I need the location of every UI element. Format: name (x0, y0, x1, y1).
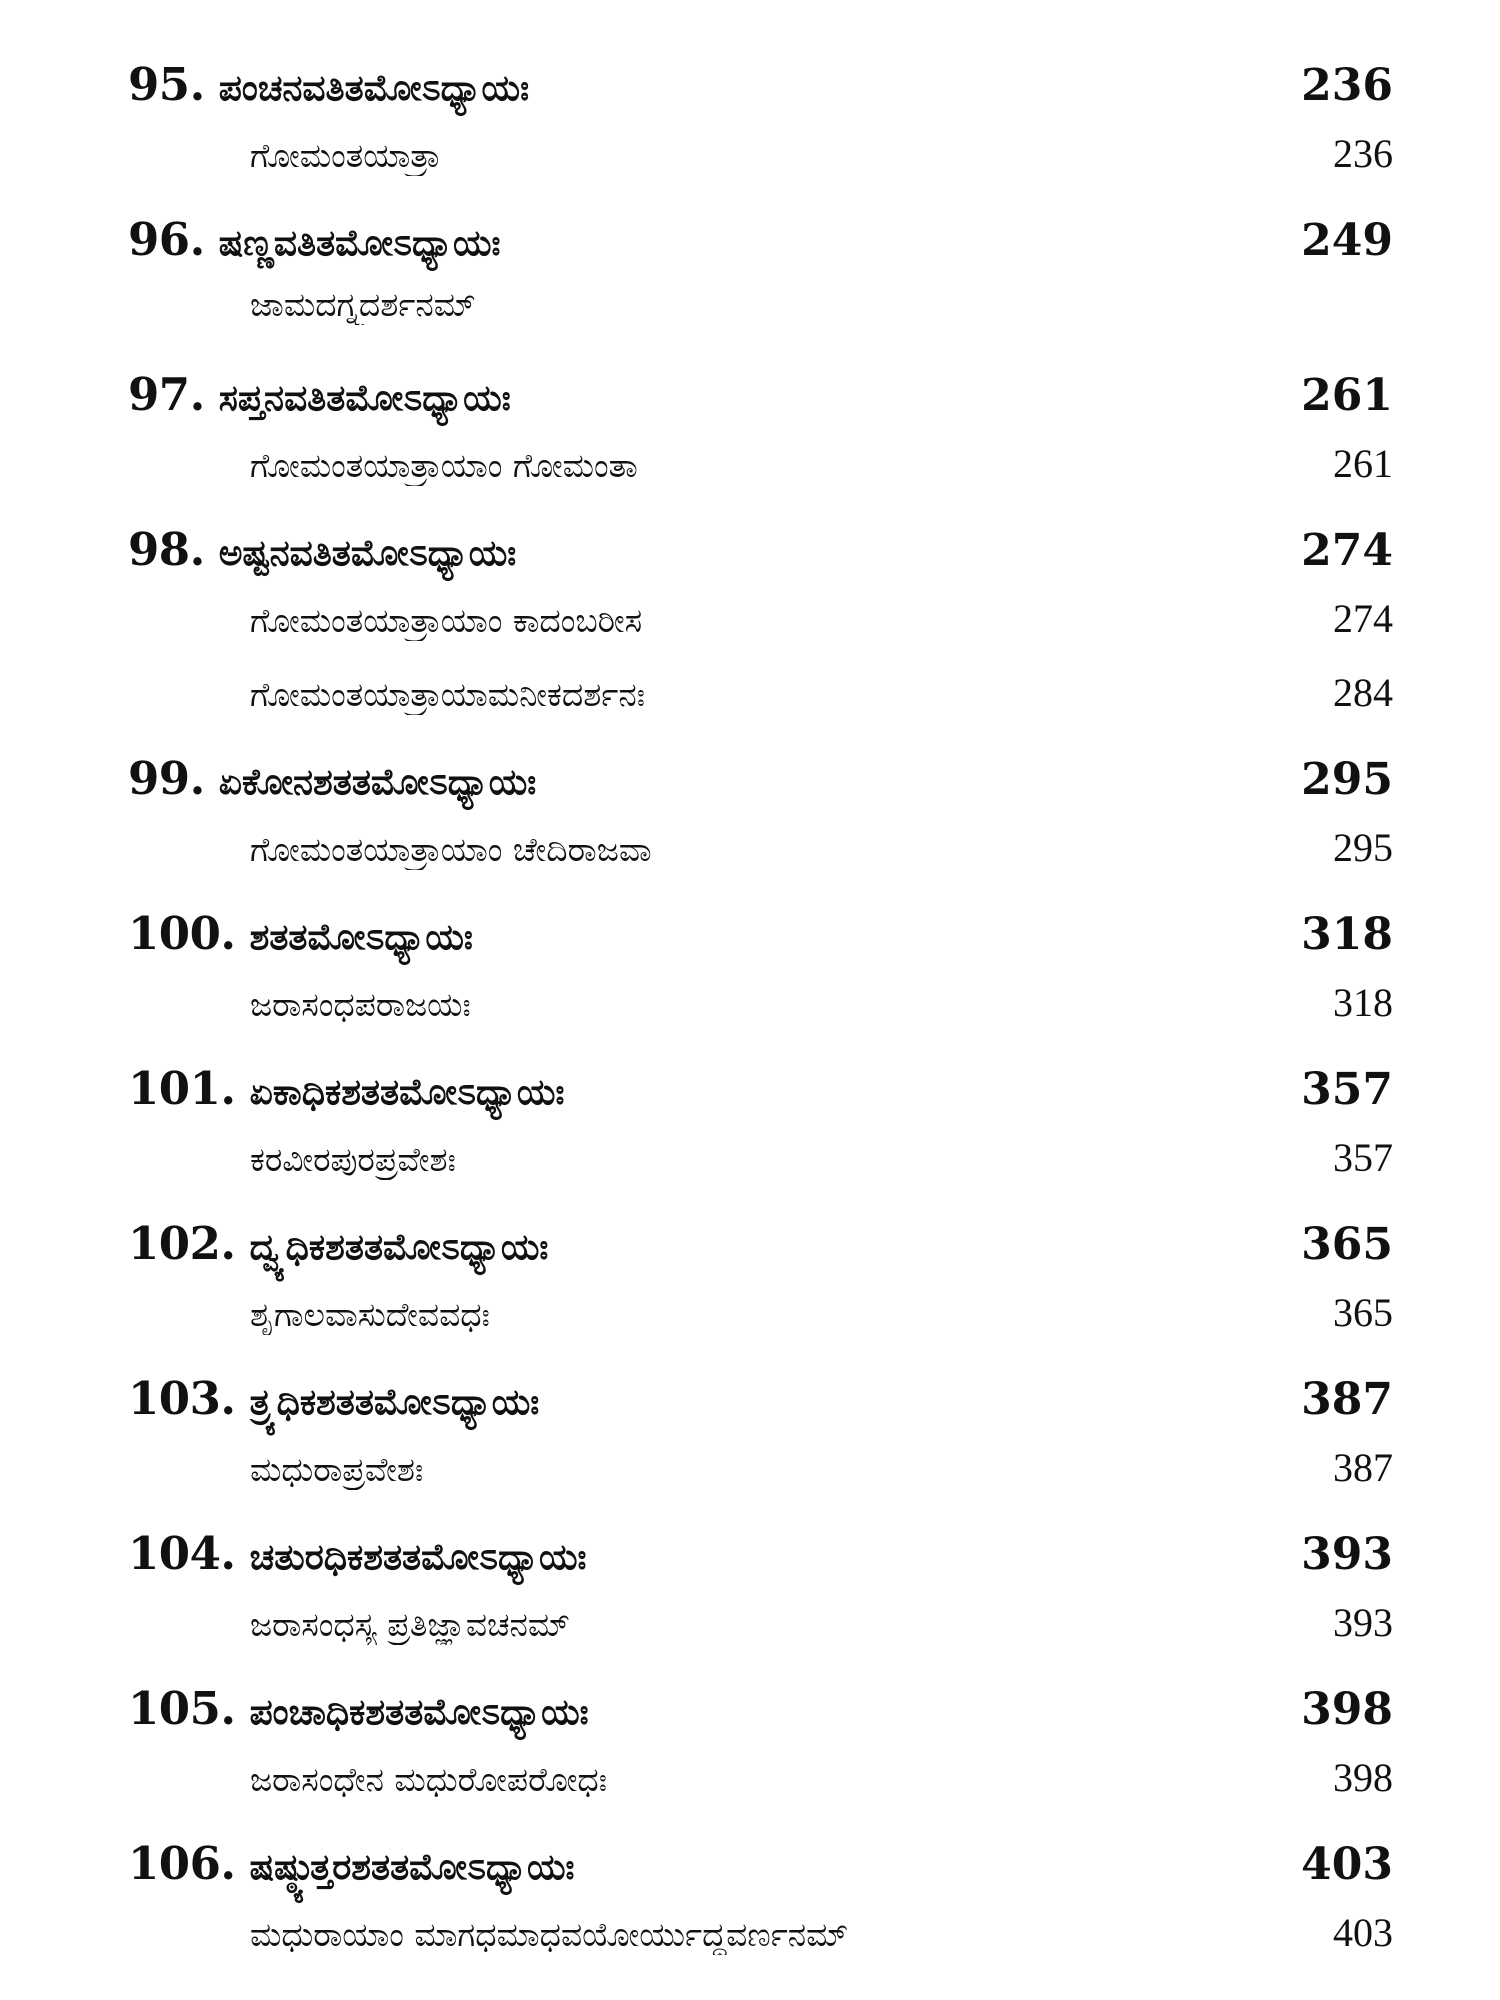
chapter-title: ಚತುರಧಿಕಶತತಮೋಽಧ್ಯಾಯಃ (249, 1537, 587, 1578)
section-row (128, 979, 1393, 1053)
chapter-title: ಅಷ್ಟನವತಿತಮೋಽಧ್ಯಾಯಃ (218, 533, 517, 574)
section-page-number: 284 (1333, 670, 1393, 715)
chapter-title: ಪಂಚಾಧಿಕಶತತಮೋಽಧ್ಯಾಯಃ (249, 1692, 589, 1733)
chapter-entry (128, 1062, 1393, 1208)
table-of-contents (128, 58, 1393, 1992)
chapter-heading-row (128, 213, 1393, 285)
section-page-number: 393 (1333, 1600, 1393, 1645)
chapter-heading (128, 752, 536, 805)
section-row (128, 440, 1393, 514)
chapter-heading (128, 1837, 575, 1890)
chapter-page-number: 295 (1301, 754, 1393, 805)
chapter-entry (128, 907, 1393, 1053)
chapter-heading (128, 1217, 548, 1270)
chapter-number: 104. (128, 1527, 236, 1580)
chapter-heading-row (128, 1837, 1393, 1909)
section-title: ಜರಾಸಂಧೇನ ಮಧುರೋಪರೋಧಃ (250, 1760, 607, 1799)
section-page-number: 365 (1333, 1290, 1393, 1335)
chapter-heading-row (128, 752, 1393, 824)
section-page-number: 295 (1333, 825, 1393, 870)
chapter-page-number: 357 (1301, 1064, 1393, 1115)
chapter-entry (128, 1372, 1393, 1518)
chapter-heading-row (128, 1682, 1393, 1754)
section-row (128, 130, 1393, 204)
chapter-page-number: 261 (1301, 370, 1393, 421)
section-row (128, 1444, 1393, 1518)
chapter-entry (128, 752, 1393, 898)
chapter-number: 100. (128, 907, 236, 960)
section-page-number: 261 (1333, 441, 1393, 486)
section-title: ಗೋಮಂತಯಾತ್ರಾಯಾಂ ಚೇದಿರಾಜವಾ (250, 830, 652, 869)
section-title: ಮಧುರಾಯಾಂ ಮಾಗಧಮಾಧವಯೋರ್ಯುದ್ಧವರ್ಣನಮ್ (250, 1915, 849, 1954)
chapter-page-number: 403 (1301, 1839, 1393, 1890)
chapter-heading-row (128, 1062, 1393, 1134)
section-title: ಜರಾಸಂಧಪರಾಜಯಃ (250, 985, 471, 1024)
section-title: ಜರಾಸಂಧಸ್ಯ ಪ್ರತಿಜ್ಞಾವಚನಮ್ (250, 1605, 570, 1644)
chapter-entry (128, 213, 1393, 359)
chapter-heading (128, 1062, 564, 1115)
chapter-heading-row (128, 523, 1393, 595)
chapter-number: 97. (128, 368, 205, 421)
chapter-page-number: 393 (1301, 1529, 1393, 1580)
chapter-number: 95. (128, 58, 205, 111)
chapter-entry (128, 1682, 1393, 1828)
chapter-number: 102. (128, 1217, 236, 1270)
section-title: ಗೋಮಂತಯಾತ್ರಾಯಾಂ ಕಾದಂಬರೀಸ (250, 601, 643, 640)
chapter-entry (128, 58, 1393, 204)
chapter-entry (128, 523, 1393, 743)
chapter-heading-row (128, 1217, 1393, 1289)
section-page-number: 318 (1333, 980, 1393, 1025)
chapter-title: ಪಂಚನವತಿತಮೋಽಧ್ಯಾಯಃ (218, 68, 530, 109)
chapter-page-number: 318 (1301, 909, 1393, 960)
section-row (128, 1134, 1393, 1208)
section-title: ಶೃಗಾಲವಾಸುದೇವವಧಃ (250, 1295, 490, 1334)
chapter-heading (128, 368, 511, 421)
section-page-number: 398 (1333, 1755, 1393, 1800)
chapter-heading-row (128, 58, 1393, 130)
chapter-heading-row (128, 1372, 1393, 1444)
chapter-heading-row (128, 368, 1393, 440)
section-page-number: 236 (1333, 131, 1393, 176)
section-row (128, 285, 1393, 359)
chapter-heading (128, 523, 516, 576)
chapter-number: 101. (128, 1062, 236, 1115)
chapter-page-number: 236 (1301, 60, 1393, 111)
chapter-title: ಶತತಮೋಽಧ್ಯಾಯಃ (249, 917, 473, 958)
section-row (128, 669, 1393, 743)
chapter-heading (128, 213, 501, 266)
chapter-heading (128, 1682, 589, 1735)
chapter-number: 106. (128, 1837, 236, 1890)
section-row (128, 1909, 1393, 1983)
chapter-page-number: 387 (1301, 1374, 1393, 1425)
chapter-number: 99. (128, 752, 205, 805)
section-title: ಮಧುರಾಪ್ರವೇಶಃ (250, 1450, 424, 1489)
chapter-heading (128, 907, 473, 960)
chapter-title: ಷಣ್ಣವತಿತಮೋಽಧ್ಯಾಯಃ (218, 223, 501, 264)
chapter-number: 98. (128, 523, 205, 576)
section-title: ಕರವೀರಪುರಪ್ರವೇಶಃ (250, 1140, 456, 1179)
chapter-page-number: 398 (1301, 1684, 1393, 1735)
chapter-page-number: 365 (1301, 1219, 1393, 1270)
section-page-number: 387 (1333, 1445, 1393, 1490)
chapter-entry (128, 368, 1393, 514)
chapter-entry (128, 1217, 1393, 1363)
section-page-number: 403 (1333, 1910, 1393, 1955)
chapter-number: 105. (128, 1682, 236, 1735)
section-title: ಗೋಮಂತಯಾತ್ರಾ (250, 136, 441, 175)
section-row (128, 1289, 1393, 1363)
chapter-heading (128, 1372, 539, 1425)
chapter-title: ಸಪ್ತನವತಿತಮೋಽಧ್ಯಾಯಃ (218, 378, 511, 419)
chapter-heading-row (128, 1527, 1393, 1599)
section-row (128, 824, 1393, 898)
section-page-number: 274 (1333, 596, 1393, 641)
section-row (128, 1754, 1393, 1828)
chapter-heading-row (128, 907, 1393, 979)
section-title: ಜಾಮದಗ್ನ್ಯದರ್ಶನಮ್ (250, 285, 476, 324)
chapter-entry (128, 1837, 1393, 1983)
chapter-entry (128, 1527, 1393, 1673)
section-title: ಗೋಮಂತಯಾತ್ರಾಯಾಂ ಗೋಮಂತಾ (250, 446, 638, 485)
chapter-page-number: 274 (1301, 525, 1393, 576)
section-page-number: 357 (1333, 1135, 1393, 1180)
chapter-title: ಏಕಾಧಿಕಶತತಮೋಽಧ್ಯಾಯಃ (249, 1072, 565, 1113)
chapter-page-number: 249 (1301, 215, 1393, 266)
chapter-heading (128, 1527, 586, 1580)
chapter-number: 103. (128, 1372, 236, 1425)
chapter-title: ದ್ವ್ಯಧಿಕಶತತಮೋಽಧ್ಯಾಯಃ (249, 1227, 549, 1268)
chapter-number: 96. (128, 213, 205, 266)
chapter-title: ಷಷ್ಠ್ಯುತ್ತರಶತತಮೋಽಧ್ಯಾಯಃ (249, 1847, 575, 1888)
section-title: ಗೋಮಂತಯಾತ್ರಾಯಾಮನೀಕದರ್ಶನಃ (250, 675, 645, 714)
section-row (128, 1599, 1393, 1673)
chapter-heading (128, 58, 529, 111)
chapter-title: ತ್ರ್ಯಧಿಕಶತತಮೋಽಧ್ಯಾಯಃ (249, 1382, 540, 1423)
chapter-title: ಏಕೋನಶತತಮೋಽಧ್ಯಾಯಃ (218, 762, 537, 803)
section-row (128, 595, 1393, 669)
